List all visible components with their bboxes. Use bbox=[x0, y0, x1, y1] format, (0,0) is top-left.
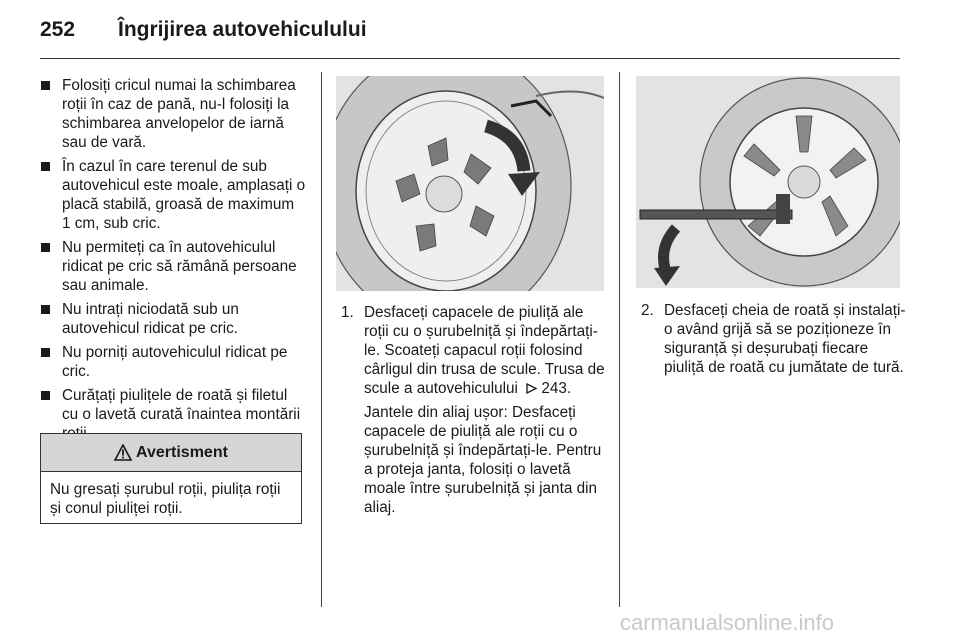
bullet-square-icon bbox=[41, 162, 50, 171]
hubcap-removal-drawing bbox=[336, 76, 604, 291]
column-divider bbox=[321, 72, 322, 607]
bullet-item bbox=[40, 238, 306, 295]
triangle-reference-icon bbox=[525, 383, 537, 394]
step-text-body: Desfaceți capacele de piuliță ale roții cu o șurubelniță și îndepărtați-le. Scoateți capacul roții folosind cârligul din trusa de scule. Trusa de scule a autovehiculului bbox=[364, 304, 605, 397]
column-divider bbox=[619, 72, 620, 607]
bullet-item bbox=[40, 76, 306, 152]
warning-box bbox=[40, 433, 302, 524]
safety-bullet-column bbox=[40, 76, 306, 448]
warning-header bbox=[41, 434, 301, 472]
bullet-square-icon bbox=[41, 243, 50, 252]
bullet-item bbox=[40, 300, 306, 338]
step-1 bbox=[341, 303, 607, 517]
bullet-item bbox=[40, 157, 306, 233]
hubcap-removal-illustration bbox=[336, 76, 604, 291]
bullet-square-icon bbox=[41, 305, 50, 314]
wheel-wrench-illustration bbox=[636, 76, 900, 288]
warning-body: Nu gresați șurubul roții, piulița roții și conul piuliței roții. bbox=[50, 481, 281, 517]
step-number: 1. bbox=[341, 304, 354, 321]
safety-bullet-list bbox=[40, 76, 306, 443]
warning-triangle-icon bbox=[114, 444, 132, 461]
bullet-text: Nu intrați niciodată sub un autovehicul ridicat pe cric. bbox=[62, 301, 239, 337]
page-header bbox=[40, 18, 920, 58]
bullet-square-icon bbox=[41, 348, 50, 357]
page-title: Îngrijirea autovehiculului bbox=[118, 18, 367, 41]
step-subparagraph: Jantele din aliaj ușor: Desfaceți capacele de piuliță ale roții cu o șurubelniță și îndepărtați-le. Pentru a proteja janta, folosiți o lavetă moale între șurubelniță și janta din aliaj. bbox=[364, 404, 602, 516]
step-text bbox=[341, 303, 607, 398]
bullet-text: În cazul în care terenul de sub autovehicul este moale, amplasați o placă stabilă, groasă de maximum 1 cm, sub cric. bbox=[62, 158, 306, 232]
watermark: carmanualsonline.info bbox=[620, 610, 835, 635]
bullet-text: Nu porniți autovehiculul ridicat pe cric. bbox=[62, 344, 288, 380]
step-text: Desfaceți cheia de roată și instalați-o având grijă să se poziționeze în siguranță și deșurubați fiecare piuliță de roată cu jumătate de tură. bbox=[664, 302, 906, 376]
wheel-wrench-drawing bbox=[636, 76, 900, 288]
bullet-item bbox=[40, 343, 306, 381]
bullet-text: Curățați piulițele de roată și filetul cu o lavetă curată înaintea montării bbox=[62, 387, 301, 423]
warning-title: Avertisment bbox=[136, 443, 228, 461]
bullet-square-icon bbox=[41, 81, 50, 90]
bullet-square-icon bbox=[41, 391, 50, 400]
step-2 bbox=[641, 301, 907, 377]
step-number: 2. bbox=[641, 302, 654, 319]
bullet-text: Nu permiteți ca în autovehiculul ridicat pe cric să rămână persoane sau animale. bbox=[62, 239, 297, 294]
header-rule bbox=[40, 58, 900, 59]
page-number: 252 bbox=[40, 18, 76, 41]
page-reference-link[interactable]: 243. bbox=[541, 380, 572, 397]
bullet-text: Folosiți cricul numai la schimbarea roții în caz de pană, nu-l folosiți la schimbarea anvelopelor de iarnă sau de vară. bbox=[62, 77, 296, 151]
